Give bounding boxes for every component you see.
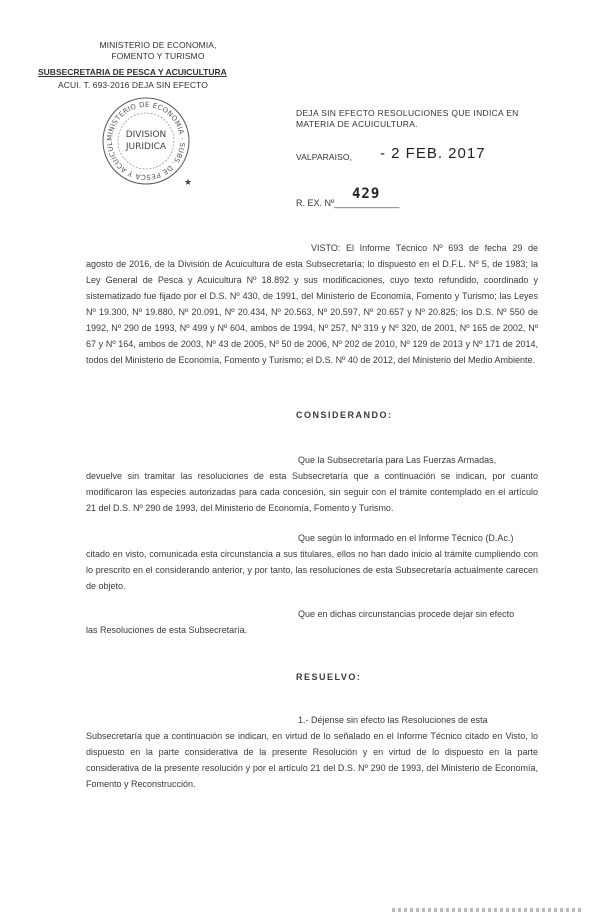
date-stamp: - 2 FEB. 2017 [380,145,486,162]
resuelvo-1 [86,712,538,792]
subject-line-1: DEJA SIN EFECTO RESOLUCIONES QUE INDICA EN [296,108,519,118]
considerando-3-body: las Resoluciones de esta Subsecretaría. [86,625,248,635]
considerando-heading: CONSIDERANDO: [296,410,393,420]
considerando-3 [86,606,538,638]
rex-number: 429 [352,186,381,202]
ministry-line: MINISTERIO DE ECONOMIA, [99,40,217,50]
reference-line: ACUI. T. 693-2016 DEJA SIN EFECTO [58,80,208,90]
visto-text: VISTO: El Informe Técnico Nº 693 de fecha 29 de agosto de 2016, de la División de Acuicultura de esta Subsecretaría; lo dispuesto en el D.F.L. Nº 5, de 1983; la Ley General de Pesca y Acuicultura Nº 18.892 y sus modificaciones, cuyo texto refundido, coordinado y sistematizado fue fijado por el D.S. Nº 430, de 1991, del Ministerio de Economía, Fomento y Turismo; las Leyes Nº 19.300, Nº 19.880, Nº 20.091, Nº 20.434, Nº 20.563, Nº 20.597, Nº 20.657 y Nº 20.825; los D.S. Nº 550 de 1992, Nº 290 de 1993, Nº 499 y Nº 604, ambos de 1994, Nº 257, Nº 319 y Nº 320, de 2001, Nº 165 de 2002, Nº 67 y Nº 164, ambos de 2003, Nº 43 de 2005, Nº 50 de 2006, Nº 202 de 2010, Nº 129 de 2013 y Nº 171 de 2014, todos del Ministerio de Economía, Fomento y Turismo; el D.S. Nº 40 de 2012, del Ministerio del Medio Ambiente. [86,243,538,365]
subject [296,108,566,130]
ministry-line-2: FOMENTO Y TURISMO [111,51,205,61]
svg-text:JURIDICA: JURIDICA [125,142,167,152]
resolution-number-line: R. EX. Nº_____________ [296,198,400,208]
svg-text:MINISTERIO DE ECONOMIA · SUBS.: MINISTERIO DE ECONOMIA · SUBS. DE PESCA Y ACUICUL [105,100,187,182]
considerando-2 [86,530,538,594]
considerando-1 [86,452,538,516]
stamp-seal-icon [100,95,192,187]
footer-scan-mark [392,908,582,912]
subsecretaria-title: SUBSECRETARIA DE PESCA Y ACUICULTURA [38,67,227,77]
resuelvo-1-lead: 1.- Déjense sin efecto las Resoluciones de esta [298,715,488,725]
resuelvo-1-body: Subsecretaría que a continuación se indican, en virtud de lo señalado en el Informe Técnico citado en Visto, lo dispuesto en la parte considerativa de la presente Resolución y en virtud de lo dispuesto en la parte considerativa de la presente resolución y por el artículo 21 del D.S. Nº 290 de 1993, del Ministerio de Economía, Fomento y Reconstrucción. [86,731,538,789]
svg-text:DIVISION: DIVISION [125,130,167,140]
considerando-1-body: devuelve sin tramitar las resoluciones de esta Subsecretaría que a continuación se indican, por cuanto modificaron las especies autorizadas para cada concesión, sin seguir con el trámite contemplado en el artículo 21 del D.S. Nº 290 de 1993, del Ministerio de Economía, Fomento y Turismo. [86,471,538,513]
subject-line-2: MATERIA DE ACUICULTURA. [296,119,418,129]
considerando-2-lead: Que según lo informado en el Informe Técnico (D.Ac.) [298,533,514,543]
considerando-2-body: citado en visto, comunicada esta circunstancia a sus titulares, ellos no han dado inicio al trámite cumpliendo con lo prescrito en el considerando anterior, y por tanto, las resoluciones de esta Subsecretaría actualmente carecen de objeto. [86,549,538,591]
letterhead [58,40,258,62]
rex-label: R. EX. Nº [296,198,335,208]
visto-paragraph [86,240,538,368]
resuelvo-heading: RESUELVO: [296,672,362,682]
considerando-1-lead: Que la Subsecretaría para Las Fuerzas Armadas, [298,455,497,465]
division-juridica-stamp [100,95,192,187]
svg-text:★: ★ [184,177,192,187]
place: VALPARAISO, [296,152,353,162]
considerando-3-lead: Que en dichas circunstancias procede dejar sin efecto [298,609,515,619]
